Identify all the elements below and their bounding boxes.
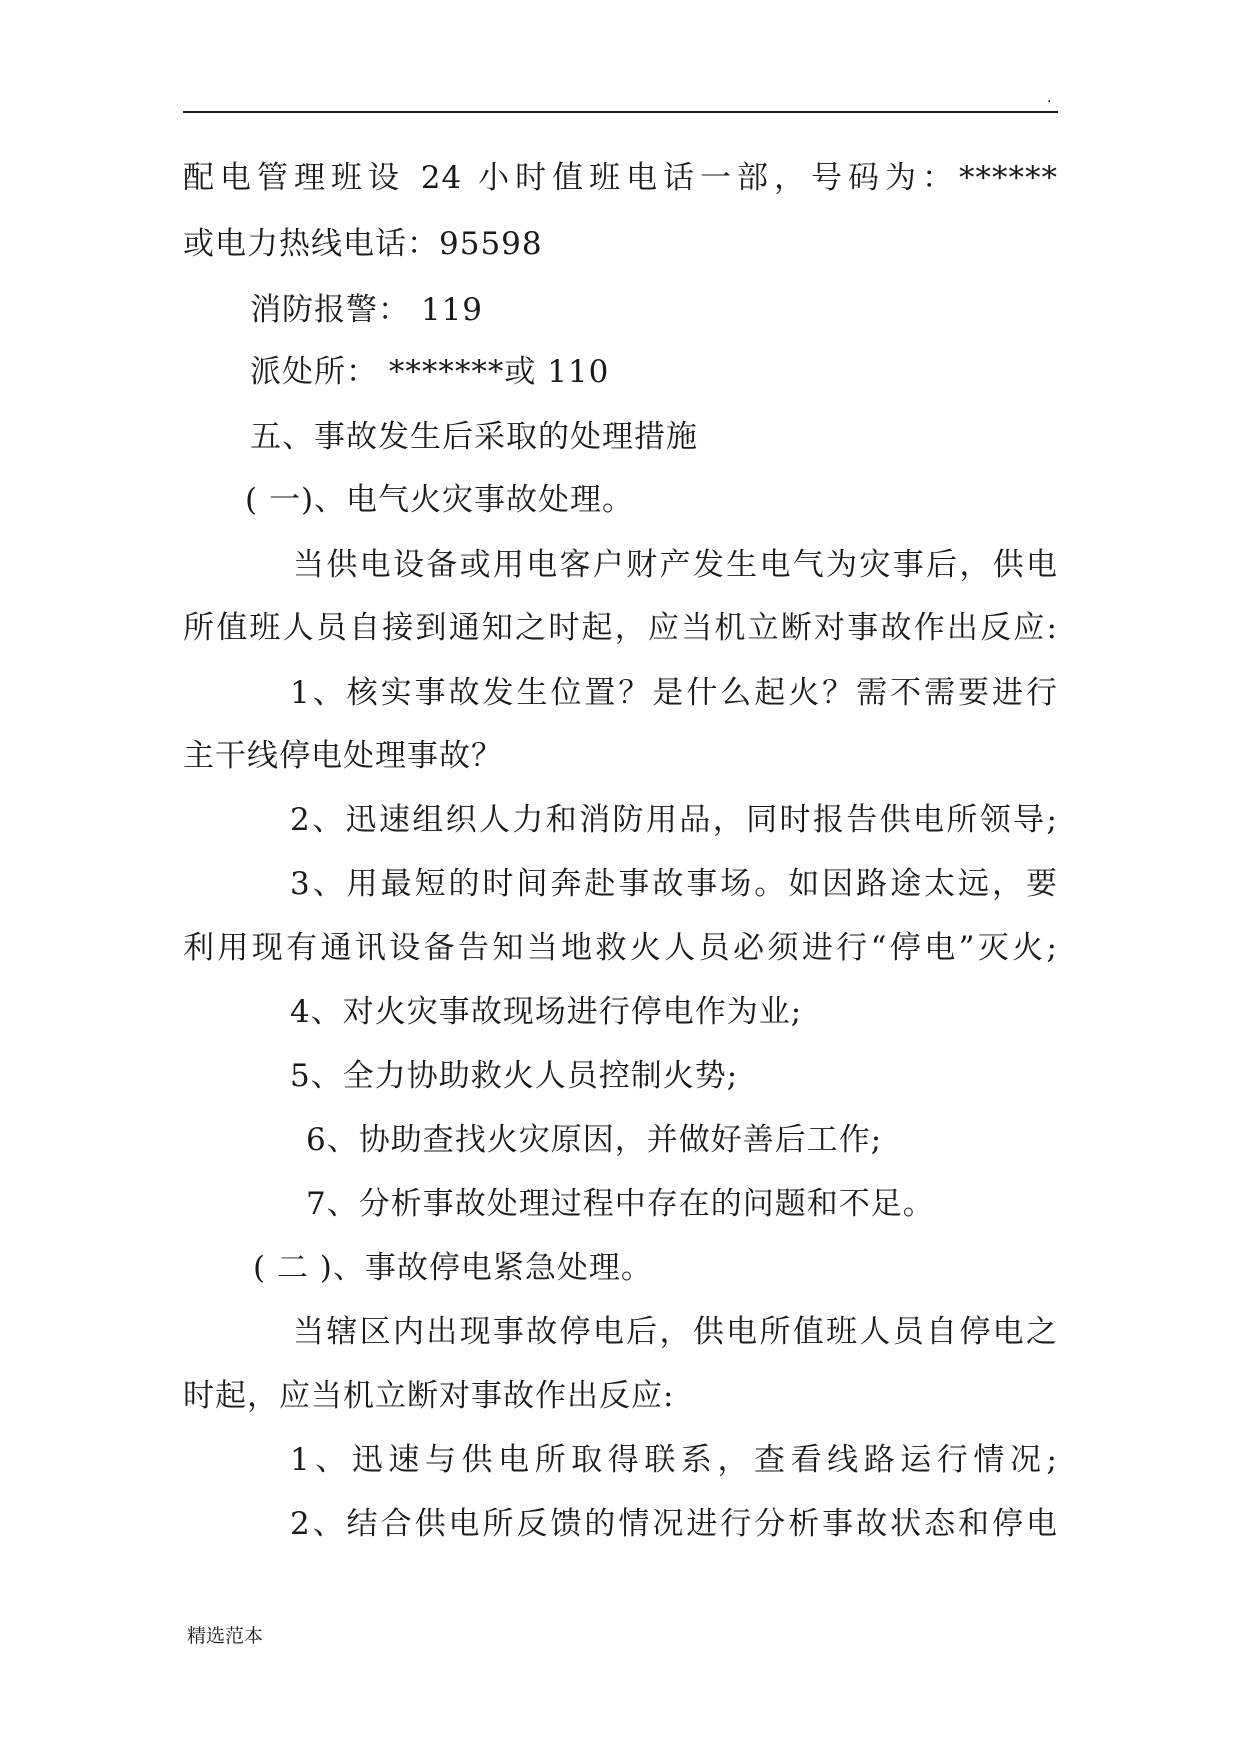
- list-item: 7、分析事故处理过程中存在的问题和不足。: [306, 1186, 935, 1222]
- paragraph-line: 或电力热线电话：95598: [183, 226, 543, 262]
- list-item: 3、用最短的时间奔赴事故事场。如因路途太远，要: [290, 866, 1058, 902]
- list-item: 5、全力协助救火人员控制火势;: [290, 1058, 739, 1094]
- header-rule: [183, 111, 1058, 113]
- paragraph-line: 当辖区内出现事故停电后，供电所值班人员自停电之: [293, 1314, 1058, 1350]
- paragraph-line: 派处所： *******或 110: [250, 354, 610, 390]
- list-item: 6、协助查找火灾原因，并做好善后工作;: [306, 1122, 883, 1158]
- footer-text: 精选范本: [187, 1625, 264, 1647]
- list-item: 1、核实事故发生位置？是什么起火？需不需要进行: [290, 675, 1058, 711]
- paragraph-line: 时起，应当机立断对事故作出反应:: [183, 1378, 675, 1414]
- paragraph-line: 所值班人员自接到通知之时起，应当机立断对事故作出反应:: [183, 610, 1058, 646]
- subsection-heading: ( 一)、电气火灾事故处理。: [245, 482, 635, 518]
- list-item: 2、迅速组织人力和消防用品，同时报告供电所领导;: [290, 802, 1058, 838]
- list-item-continuation: 主干线停电处理事故？: [183, 738, 503, 774]
- list-item: 1、迅速与供电所取得联系，查看线路运行情况;: [290, 1442, 1058, 1478]
- header-mark: .: [1047, 90, 1052, 106]
- paragraph-line: 消防报警： 119: [250, 292, 484, 328]
- subsection-heading: ( 二 )、事故停电紧急处理。: [253, 1250, 653, 1286]
- list-item: 2、结合供电所反馈的情况进行分析事故状态和停电: [290, 1506, 1058, 1542]
- paragraph-line: 当供电设备或用电客户财产发生电气为灾事后，供电: [293, 547, 1058, 583]
- list-item-continuation: 利用现有通讯设备告知当地救火人员必须进行“停电”灭火;: [183, 930, 1058, 966]
- paragraph-line: 配电管理班设 24 小时值班电话一部，号码为：******: [183, 160, 1058, 196]
- section-heading: 五、事故发生后采取的处理措施: [250, 419, 698, 455]
- list-item: 4、对火灾事故现场进行停电作为业;: [290, 994, 803, 1030]
